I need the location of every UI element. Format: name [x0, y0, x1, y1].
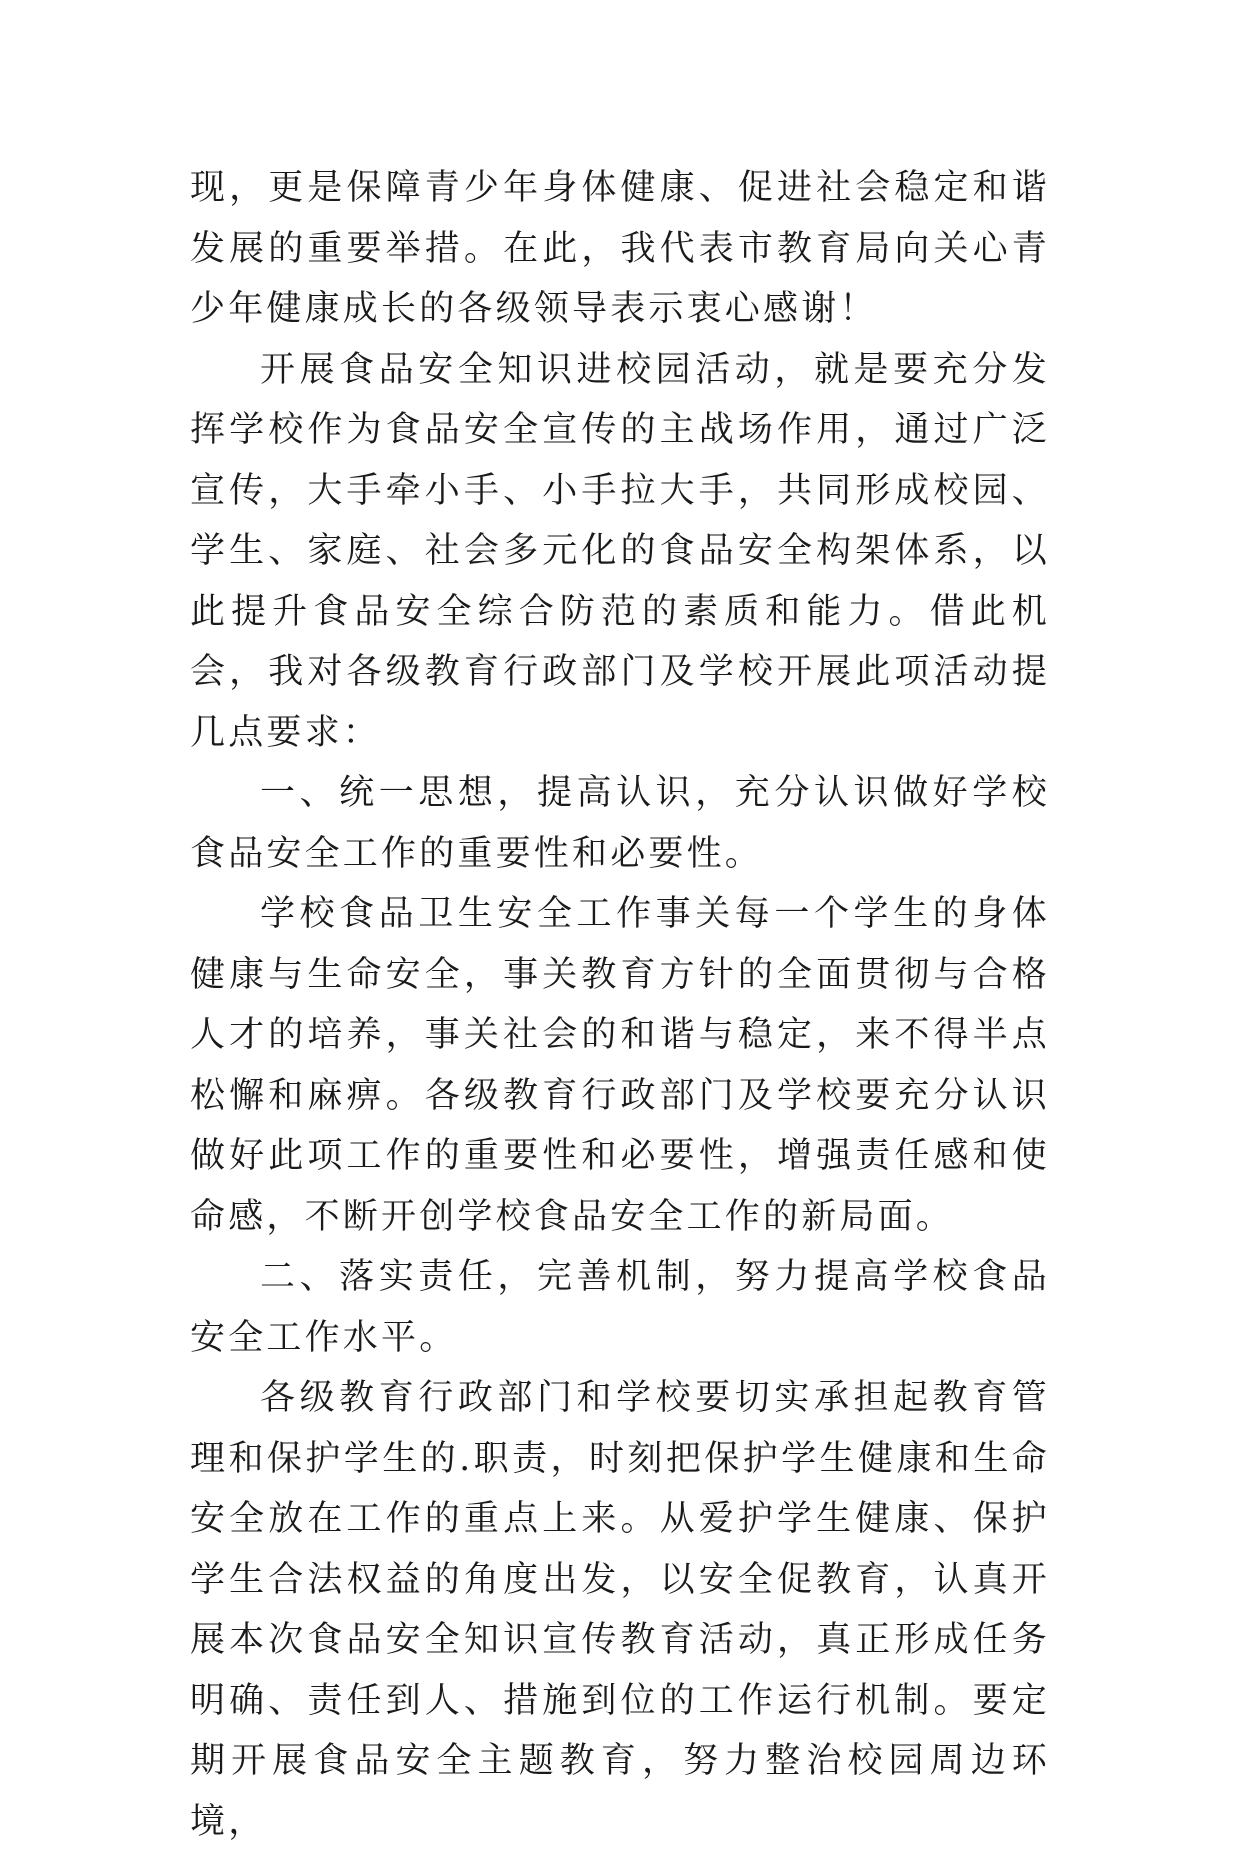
paragraph-point-one-body: 学校食品卫生安全工作事关每一个学生的身体健康与生命安全，事关教育方针的全面贯彻与合格人才的培养，事关社会的和谐与稳定，来不得半点松懈和麻痹。各级教育行政部门及学校要充分认识做好此项工作的重要性和必要性，增强责任感和使命感，不断开创学校食品安全工作的新局面。: [190, 894, 1050, 1237]
paragraph-continuation: 现，更是保障青少年身体健康、促进社会稳定和谐发展的重要举措。在此，我代表市教育局向关心青少年健康成长的各级领导表示衷心感谢！: [190, 168, 1050, 329]
paragraph-campus-activity: 开展食品安全知识进校园活动，就是要充分发挥学校作为食品安全宣传的主战场作用，通过广泛宣传，大手牵小手、小手拉大手，共同形成校园、学生、家庭、社会多元化的食品安全构架体系，以此提升食品安全综合防范的素质和能力。借此机会，我对各级教育行政部门及学校开展此项活动提几点要求：: [190, 349, 1050, 753]
heading-point-two: 二、落实责任，完善机制，努力提高学校食品安全工作水平。: [190, 1257, 1050, 1358]
paragraph-point-two-body: 各级教育行政部门和学校要切实承担起教育管理和保护学生的.职责，时刻把保护学生健康和生命安全放在工作的重点上来。从爱护学生健康、保护学生合法权益的角度出发，以安全促教育，认真开展本次食品安全知识宣传教育活动，真正形成任务明确、责任到人、措施到位的工作运行机制。要定期开展食品安全主题教育，努力整治校园周边环境，: [190, 1378, 1050, 1842]
heading-point-one: 一、统一思想，提高认识，充分认识做好学校食品安全工作的重要性和必要性。: [190, 773, 1050, 874]
document-body: [190, 158, 1050, 1852]
